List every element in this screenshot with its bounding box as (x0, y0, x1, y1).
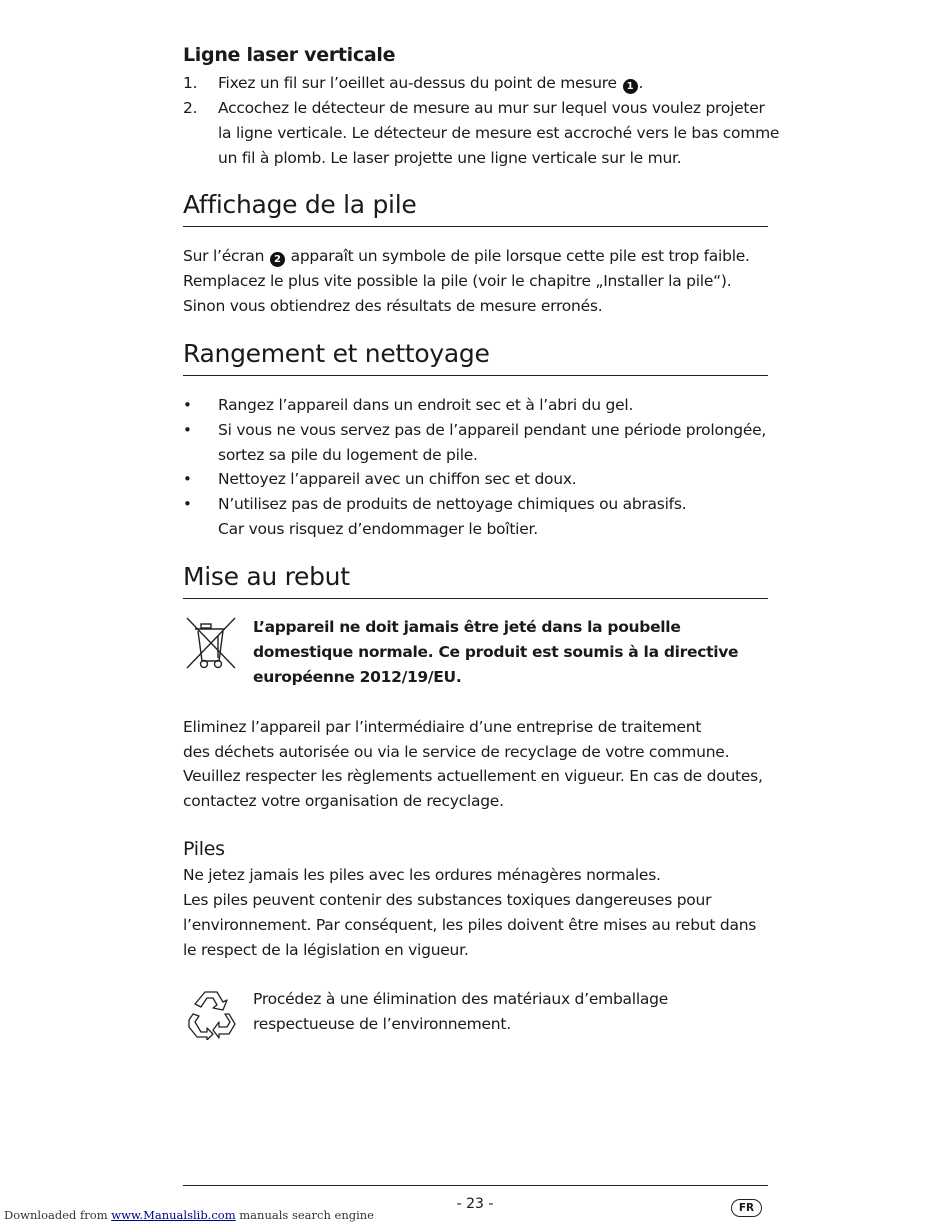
battery-line-1-end: apparaît un symbole de pile lorsque cette pile est trop faible. (290, 247, 750, 265)
recycle-line: Procédez à une élimination des matériaux d’emballage (253, 990, 669, 1008)
list-item-text: Rangez l’appareil dans un endroit sec et à l’abri du gel. (218, 396, 634, 414)
disposal-warning-line: domestique normale. Ce produit est soumis à la directive (253, 643, 739, 661)
battery-line-2: Remplacez le plus vite possible la pile (voir le chapitre „Installer la pile“). (183, 272, 732, 290)
section-divider (183, 598, 768, 599)
footer-divider (183, 1185, 768, 1186)
step-2-line: Accochez le détecteur de mesure au mur sur lequel vous voulez projeter (218, 99, 765, 117)
laser-step-1 (183, 71, 643, 96)
download-notice (4, 1208, 374, 1222)
download-suffix: manuals search engine (239, 1208, 374, 1222)
list-item (183, 492, 768, 542)
storage-heading: Rangement et nettoyage (183, 339, 490, 368)
battery-display-heading: Affichage de la pile (183, 190, 417, 219)
disposal-paragraph-line: Veuillez respecter les règlements actuellement en vigueur. En cas de doutes, (183, 767, 763, 785)
bullet: • (183, 495, 192, 513)
list-item (183, 467, 768, 492)
batteries-line: le respect de la législation en vigueur. (183, 941, 469, 959)
laser-heading: Ligne laser verticale (183, 44, 396, 66)
step-1-end: . (638, 74, 644, 92)
bullet: • (183, 396, 192, 414)
batteries-heading: Piles (183, 838, 225, 860)
step-1-text: Fixez un fil sur l’oeillet au-dessus du point de mesure (218, 74, 617, 92)
callout-marker-1: 1 (623, 79, 638, 94)
list-item-text: sortez sa pile du logement de pile. (218, 446, 478, 464)
battery-line-1 (183, 244, 750, 269)
list-item (183, 393, 768, 418)
laser-step-2 (183, 96, 765, 121)
section-divider (183, 375, 768, 376)
disposal-warning-line: L’appareil ne doit jamais être jeté dans la poubelle (253, 618, 681, 636)
batteries-line: Les piles peuvent contenir des substances toxiques dangereuses pour (183, 891, 712, 909)
section-divider (183, 226, 768, 227)
bullet: • (183, 470, 192, 488)
step-2-number: 2. (183, 99, 198, 117)
language-badge: FR (731, 1199, 762, 1217)
batteries-line: l’environnement. Par conséquent, les piles doivent être mises au rebut dans (183, 916, 757, 934)
disposal-paragraph-line: Eliminez l’appareil par l’intermédiaire d’une entreprise de traitement (183, 718, 702, 736)
crossed-out-wheelie-bin-icon (185, 616, 239, 672)
list-item-text: Car vous risquez d’endommager le boîtier. (218, 520, 538, 538)
disposal-paragraph-line: contactez votre organisation de recyclage. (183, 792, 504, 810)
list-item (183, 418, 768, 468)
step-2-line: un fil à plomb. Le laser projette une ligne verticale sur le mur. (218, 149, 682, 167)
list-item-text: Nettoyez l’appareil avec un chiffon sec et doux. (218, 470, 577, 488)
battery-line-1-start: Sur l’écran (183, 247, 265, 265)
disposal-paragraph-line: des déchets autorisée ou via le service de recyclage de votre commune. (183, 743, 730, 761)
battery-line-3: Sinon vous obtiendrez des résultats de mesure erronés. (183, 297, 603, 315)
download-prefix: Downloaded from (4, 1208, 108, 1222)
disposal-warning-line: européenne 2012/19/EU. (253, 668, 462, 686)
list-item-text: N’utilisez pas de produits de nettoyage chimiques ou abrasifs. (218, 495, 687, 513)
recycle-line: respectueuse de l’environnement. (253, 1015, 511, 1033)
disposal-heading: Mise au rebut (183, 562, 350, 591)
step-2-line: la ligne verticale. Le détecteur de mesure est accroché vers le bas comme (218, 124, 780, 142)
manualslib-link[interactable]: www.Manualslib.com (111, 1208, 236, 1222)
page-number: - 23 - (456, 1196, 494, 1212)
list-item-text: Si vous ne vous servez pas de l’appareil pendant une période prolongée, (218, 421, 767, 439)
step-1-number: 1. (183, 74, 198, 92)
recycling-icon (185, 988, 239, 1040)
batteries-line: Ne jetez jamais les piles avec les ordures ménagères normales. (183, 866, 661, 884)
bullet: • (183, 421, 192, 439)
callout-marker-2: 2 (270, 252, 285, 267)
